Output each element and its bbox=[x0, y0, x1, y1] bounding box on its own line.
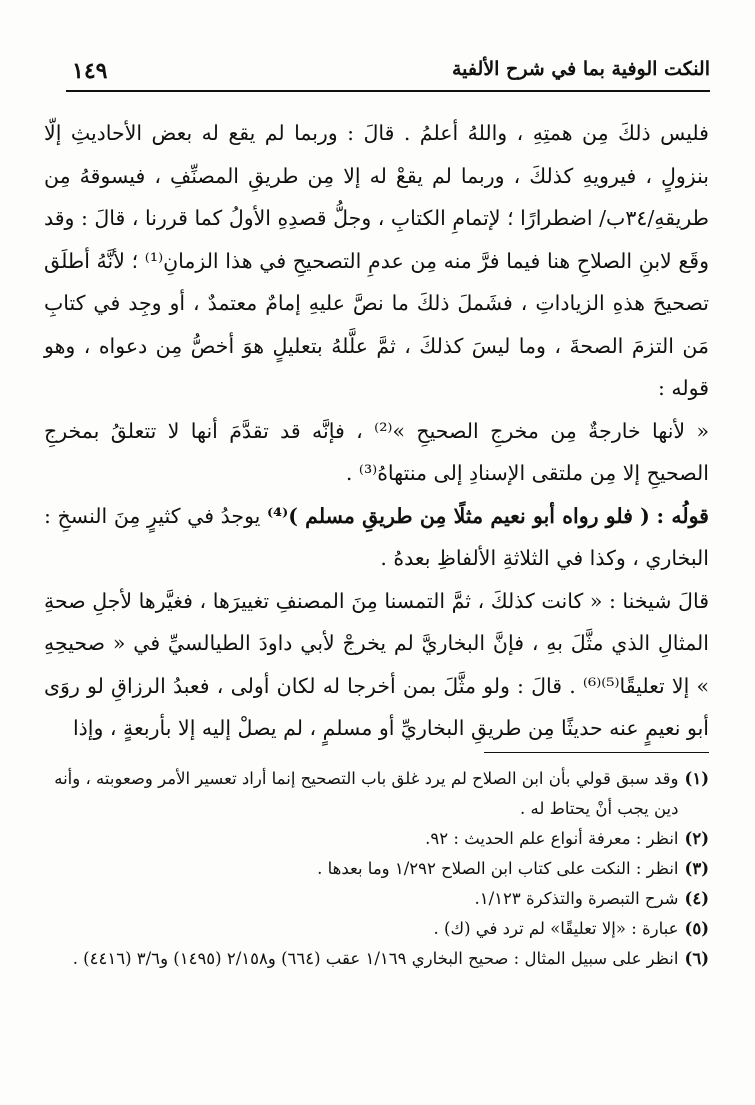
footnote-divider bbox=[484, 752, 709, 753]
quoted-text: ( فلو رواه أبو نعيم مثلًا مِن طريقِ مسلم )⁽⁴⁾ bbox=[267, 503, 650, 528]
footnote-text: وقد سبق قولي بأن ابن الصلاح لم يرد غلق باب التصحيح إنما أراد تعسير الأمر وصعوبته ، وأنه دين يجب أنْ يحتاط له . bbox=[54, 769, 679, 818]
footnotes bbox=[44, 764, 709, 974]
commentary-label: قولُه : bbox=[656, 503, 709, 528]
paragraph-1: فليس ذلكَ مِن همتِهِ ، واللهُ أعلمُ . قالَ : وربما لم يقع له بعض الأحاديثِ إلّا بنزولٍ ، فيرويهِ كذلكَ ، وربما لم يقعْ له إلا مِن طريقِ المصنِّفِ ، فيسوقهُ مِن طريقهِ/٣٤ب/ اضطرارًا ؛ لإتمامِ الكتابِ ، وجلُّ قصدِهِ الأولُ كما قررنا ، قالَ : وقد وقَع لابنِ الصلاحِ هنا فيما فرَّ منه مِن عدمِ التصحيحِ في هذا الزمانِ⁽¹⁾ ؛ لأنَّهُ أطلَق تصحيحَ هذهِ الزياداتِ ، فشَملَ ذلكَ ما نصَّ عليهِ إمامٌ معتمدٌ ، أو وجِد في كتابِ مَن التزمَ الصحةَ ، وما ليسَ كذلكَ ، ثمَّ علَّلهُ بتعليلٍ هوَ أخصُّ مِن دعواه ، وهو قوله : bbox=[43, 121, 709, 400]
footnote-4 bbox=[44, 884, 709, 914]
page-header bbox=[66, 50, 710, 92]
footnote-1 bbox=[44, 764, 709, 824]
footnote-number: (٥) bbox=[684, 919, 709, 938]
footnote-text: عبارة : «إلا تعليقًا» لم ترد في (ك) . bbox=[433, 919, 679, 938]
running-title: النكت الوفية بما في شرح الألفية bbox=[452, 58, 710, 80]
footnote-number: (٣) bbox=[684, 859, 709, 878]
page-number: ١٤٩ bbox=[72, 58, 108, 84]
paragraph-3 bbox=[44, 495, 709, 580]
footnote-number: (٤) bbox=[684, 889, 709, 908]
paragraph-4: قالَ شيخنا : « كانت كذلكَ ، ثمَّ التمسنا مِنَ المصنفِ تغييرَها ، فغيَّرها لأجلِ صحةِ المثالِ الذي مثَّلَ بهِ ، فإنَّ البخاريَّ لم يخرجْ لأبي داودَ الطيالسيِّ في « صحيحِهِ » إلا تعليقًا⁽⁵⁾⁽⁶⁾ . قالَ : ولو مثَّلَ بمن أخرجا له لكان أولى ، فعبدُ الرزاقِ لو روَى أبو نعيمٍ عنه حديثًا مِن طريقِ البخاريِّ أو مسلمٍ ، لم يصلْ إليه إلا بأربعةٍ ، وإذا bbox=[44, 588, 709, 740]
footnote-text: انظر : معرفة أنواع علم الحديث : ٩٢. bbox=[425, 829, 679, 848]
footnote-number: (٢) bbox=[684, 829, 709, 848]
footnote-3 bbox=[44, 854, 709, 884]
main-text bbox=[44, 112, 709, 750]
paragraph-3-rest: يوجدُ في كثيرٍ مِنَ النسخِ : البخاري ، وكذا في الثلاثةِ الألفاظِ بعدهُ . bbox=[44, 503, 709, 570]
footnote-6 bbox=[44, 944, 709, 974]
paragraph-2: « لأنها خارجةٌ مِن مخرجِ الصحيحِ »⁽²⁾ ، فإنَّه قد تقدَّمَ أنها لا تتعلقُ بمخرجِ الصحيحِ إلا مِن ملتقى الإسنادِ إلى منتهاهُ⁽³⁾ . bbox=[44, 418, 709, 485]
footnote-5 bbox=[44, 914, 709, 944]
footnote-text: شرح التبصرة والتذكرة ١/١٢٣. bbox=[474, 889, 679, 908]
footnote-number: (٦) bbox=[684, 949, 709, 968]
footnote-2 bbox=[44, 824, 709, 854]
footnote-number: (١) bbox=[684, 769, 709, 788]
footnote-text: انظر : النكت على كتاب ابن الصلاح ١/٢٩٢ وما بعدها . bbox=[317, 859, 679, 878]
footnote-text: انظر على سبيل المثال : صحيح البخاري ١/١٦٩ عقب (٦٦٤) و٢/١٥٨ (١٤٩٥) و٣/٦ (٤٤١٦) . bbox=[72, 949, 679, 968]
